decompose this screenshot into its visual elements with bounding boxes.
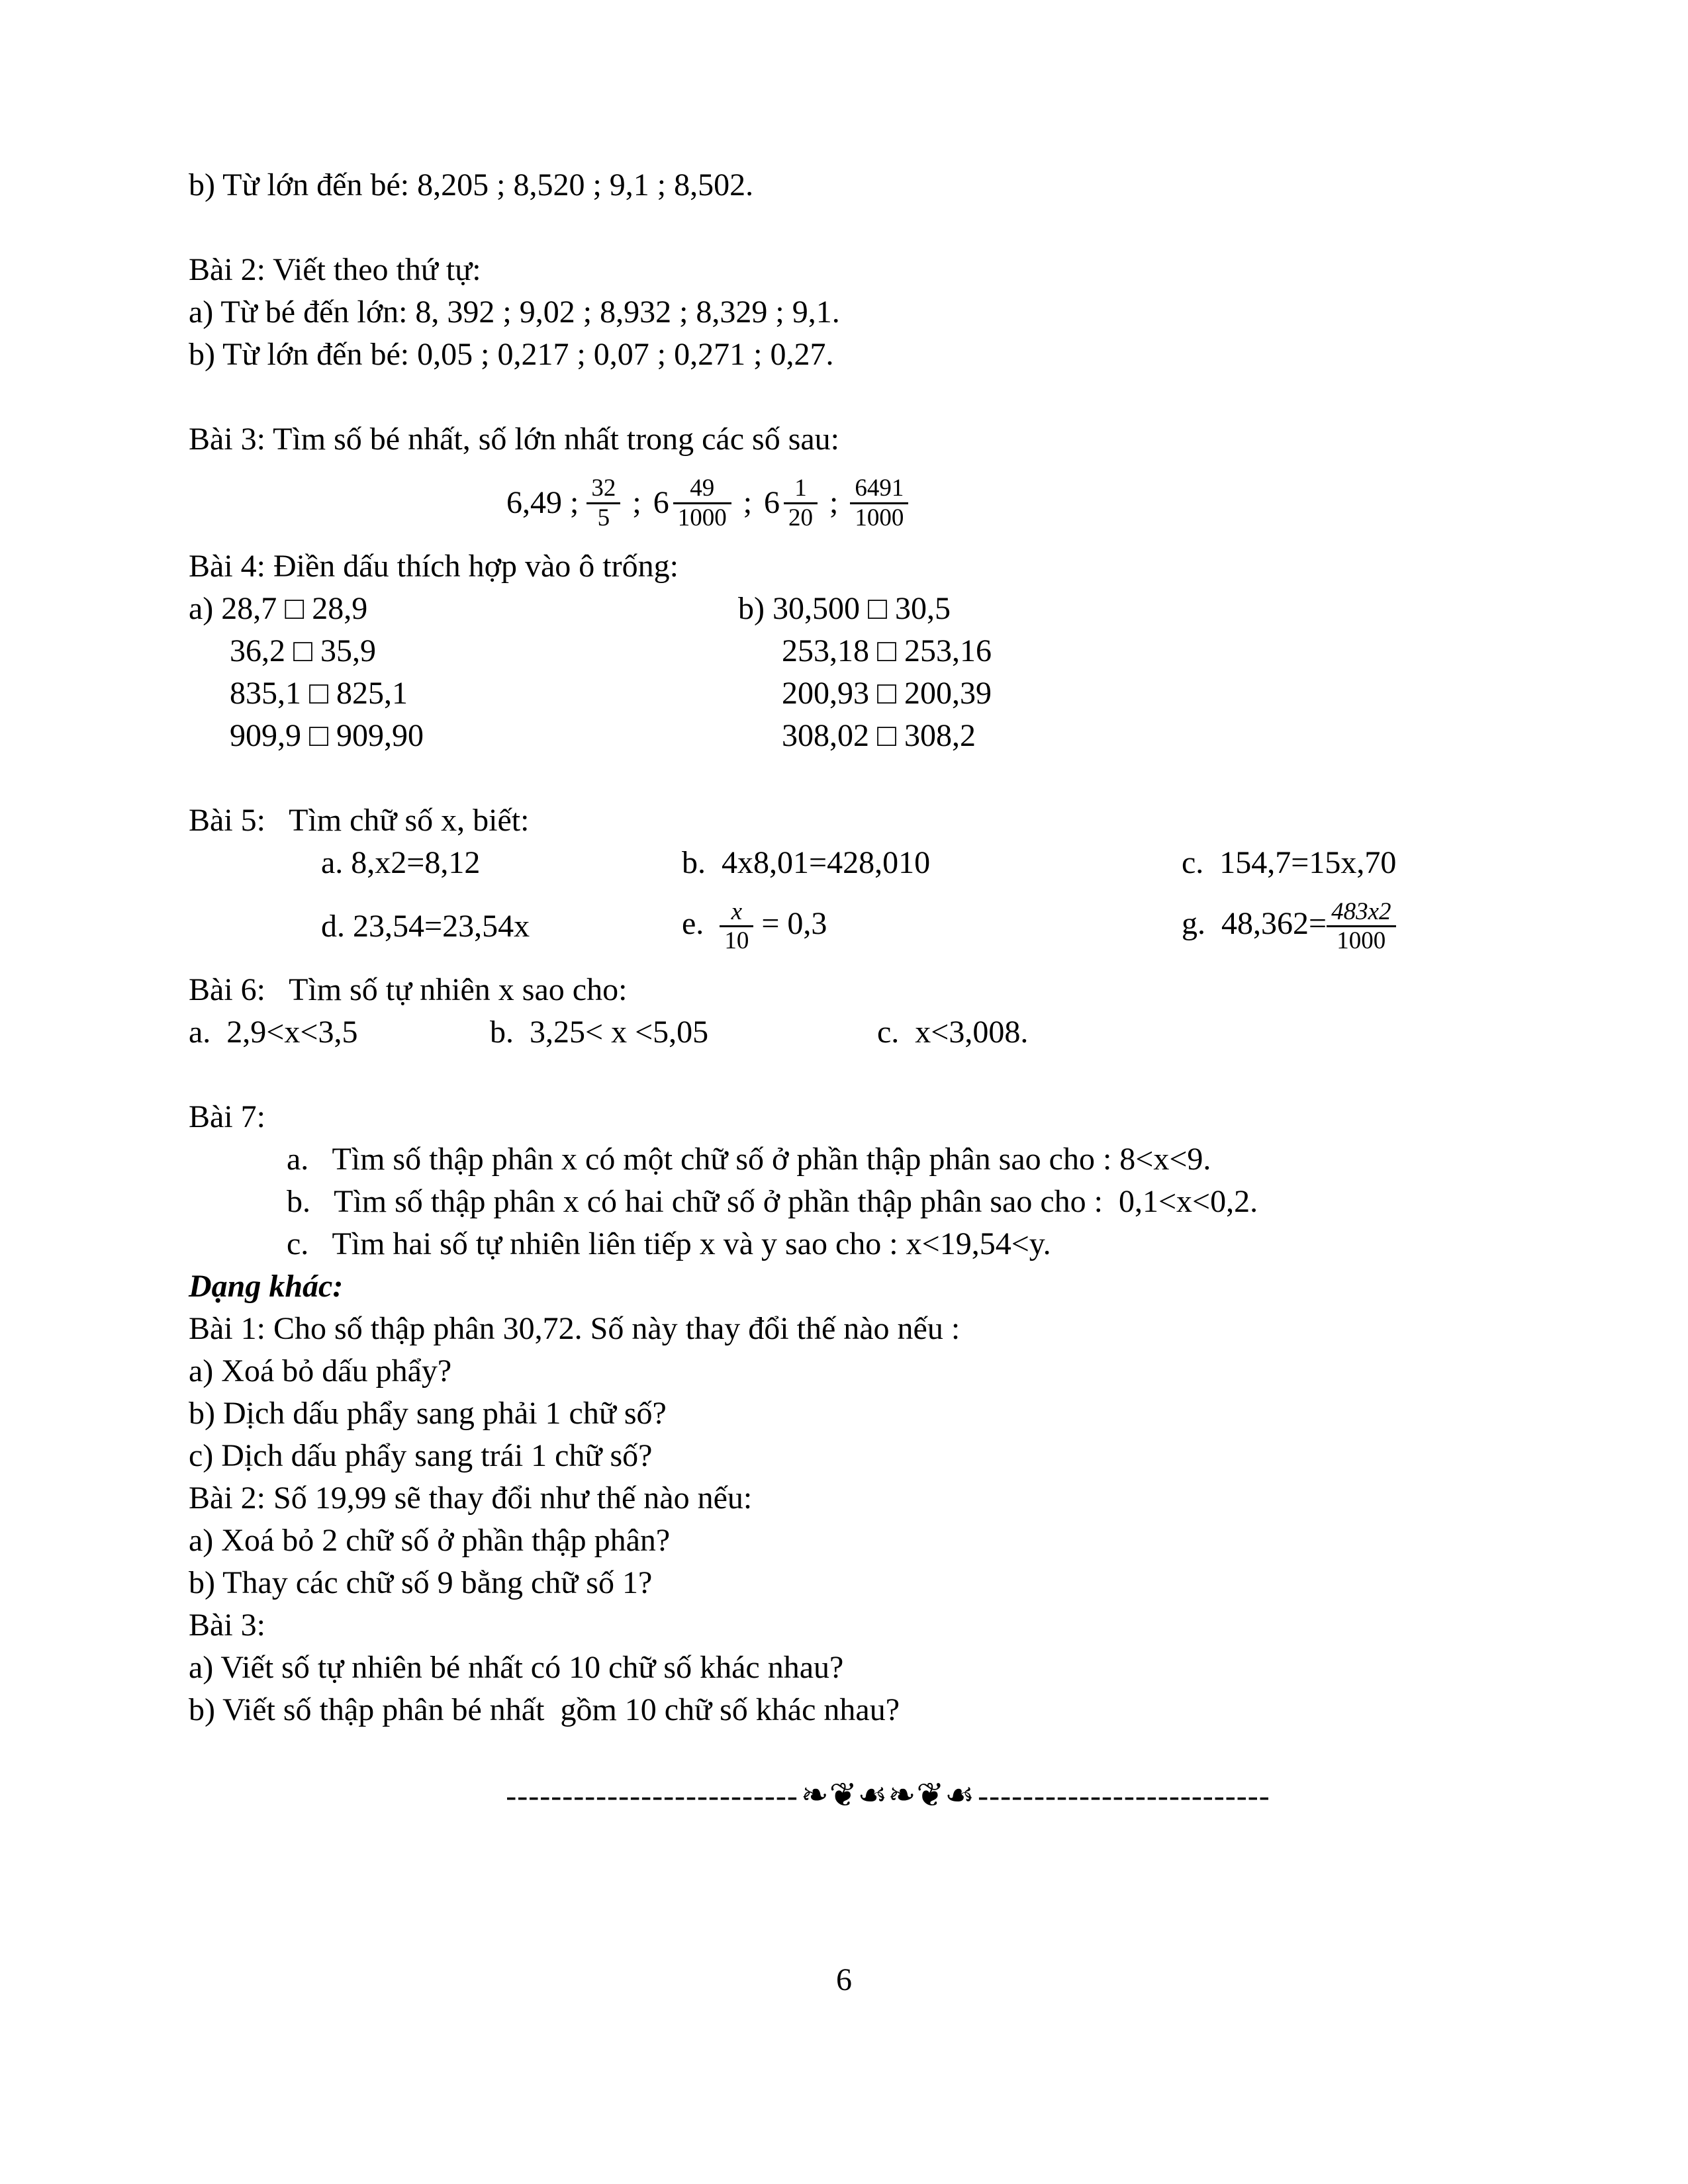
separator: ; <box>743 485 753 520</box>
dk-bai2-item-b: b) Thay các chữ số 9 bằng chữ số 1? <box>189 1565 653 1600</box>
fraction-numerator: 483x2 <box>1327 898 1395 927</box>
bai2-item-a: a) Từ bé đến lớn: 8, 392 ; 9,02 ; 8,932 ; 8,329 ; 9,1. <box>189 295 840 330</box>
bai4-row <box>189 588 1536 630</box>
bai5-row-1 <box>189 842 1536 884</box>
bai5-row-2 <box>189 884 1536 969</box>
divider-dashes-right: -------------------------- <box>978 1778 1270 1813</box>
bai4-cell-left: 835,1 □ 825,1 <box>230 676 408 711</box>
ornament-flourish-icon: ❧❦☙❧❦☙ <box>800 1776 976 1813</box>
fraction <box>850 475 908 531</box>
blank-line <box>189 757 1536 799</box>
dk-bai2-item-a: a) Xoá bỏ 2 chữ số ở phần thập phân? <box>189 1523 671 1558</box>
bai4-cell-left: 36,2 □ 35,9 <box>230 633 376 668</box>
fraction-numerator: 32 <box>586 475 620 504</box>
divider-dashes-left: -------------------------- <box>506 1778 798 1813</box>
section-divider <box>189 1731 1536 1860</box>
bai6-title: Bài 6: Tìm số tự nhiên x sao cho: <box>189 972 628 1007</box>
bai6-item-c: c. x<3,008. <box>877 1015 1029 1050</box>
fraction-numerator: 49 <box>673 475 731 504</box>
section-heading-dang-khac: Dạng khác: <box>189 1269 344 1304</box>
bai5-item-a: a. 8,x2=8,12 <box>321 845 481 880</box>
mixed-number <box>764 475 818 531</box>
fraction <box>784 475 818 531</box>
bai2-title: Bài 2: Viết theo thứ tự: <box>189 252 481 287</box>
mixed-number <box>653 475 731 531</box>
fraction <box>1327 898 1395 955</box>
bai3-expression <box>189 461 1536 545</box>
blank-line <box>189 1054 1536 1096</box>
dk-bai1-title: Bài 1: Cho số thập phân 30,72. Số này thay đổi thế nào nếu : <box>189 1311 961 1346</box>
item-e-equals: = 0,3 <box>753 906 827 942</box>
dk-bai3-item-b: b) Viết số thập phân bé nhất gồm 10 chữ số khác nhau? <box>189 1692 900 1727</box>
worksheet-content <box>189 164 1536 1860</box>
bai7-item-a: a. Tìm số thập phân x có một chữ số ở phần thập phân sao cho : 8<x<9. <box>287 1142 1211 1177</box>
fraction-denominator: 10 <box>724 927 749 955</box>
fraction-denominator: 5 <box>597 504 610 531</box>
whole-part: 6 <box>653 485 669 520</box>
bai4-cell-right: 200,93 □ 200,39 <box>782 676 992 711</box>
bai5-item-e <box>682 898 827 955</box>
bai4-row <box>189 672 1536 715</box>
fraction-denominator: 1000 <box>1336 927 1386 955</box>
bai7-title: Bài 7: <box>189 1099 265 1134</box>
page-number: 6 <box>836 1962 852 1997</box>
bai4-cell-right: 253,18 □ 253,16 <box>782 633 992 668</box>
bai4-cell-left: 909,9 □ 909,90 <box>230 718 424 753</box>
bai4-row <box>189 715 1536 757</box>
fraction-numerator: 1 <box>784 475 818 504</box>
blank-line <box>189 206 1536 249</box>
fraction-denominator: 1000 <box>677 504 727 531</box>
bai5-item-b: b. 4x8,01=428,010 <box>682 845 931 880</box>
bai5-title: Bài 5: Tìm chữ số x, biết: <box>189 803 530 838</box>
bai4-cell-left: a) 28,7 □ 28,9 <box>189 591 368 626</box>
bai5-item-d: d. 23,54=23,54x <box>321 909 530 944</box>
bai5-item-c: c. 154,7=15x,70 <box>1182 845 1397 880</box>
bai6-item-a: a. 2,9<x<3,5 <box>189 1015 358 1050</box>
fraction-numerator: 6491 <box>850 475 908 504</box>
separator: ; <box>632 485 641 520</box>
dk-bai3-item-a: a) Viết số tự nhiên bé nhất có 10 chữ số khác nhau? <box>189 1650 844 1685</box>
intro-line-b: b) Từ lớn đến bé: 8,205 ; 8,520 ; 9,1 ; 8,502. <box>189 167 754 203</box>
bai4-cell-right: 308,02 □ 308,2 <box>782 718 976 753</box>
fraction <box>586 475 620 531</box>
expr-first-number: 6,49 ; <box>506 485 587 520</box>
bai6-row <box>189 1011 1536 1054</box>
fraction <box>673 475 731 531</box>
dk-bai1-item-a: a) Xoá bỏ dấu phẩy? <box>189 1353 452 1388</box>
fraction <box>720 898 753 955</box>
dk-bai2-title: Bài 2: Số 19,99 sẽ thay đổi như thế nào nếu: <box>189 1480 753 1516</box>
dk-bai1-item-c: c) Dịch dấu phẩy sang trái 1 chữ số? <box>189 1438 653 1473</box>
bai2-item-b: b) Từ lớn đến bé: 0,05 ; 0,217 ; 0,07 ; 0,271 ; 0,27. <box>189 337 834 372</box>
bai6-item-b: b. 3,25< x <5,05 <box>490 1015 709 1050</box>
whole-part: 6 <box>764 485 780 520</box>
bai7-item-b: b. Tìm số thập phân x có hai chữ số ở phần thập phân sao cho : 0,1<x<0,2. <box>287 1184 1258 1219</box>
separator: ; <box>829 485 839 520</box>
bai5-item-g <box>1182 898 1396 955</box>
bai3-title: Bài 3: Tìm số bé nhất, số lớn nhất trong các số sau: <box>189 422 840 457</box>
fraction-numerator: x <box>720 898 753 927</box>
item-g-label: g. 48,362= <box>1182 906 1327 942</box>
dk-bai1-item-b: b) Dịch dấu phẩy sang phải 1 chữ số? <box>189 1396 667 1431</box>
bai4-row <box>189 630 1536 672</box>
fraction-denominator: 1000 <box>855 504 904 531</box>
bai7-item-c: c. Tìm hai số tự nhiên liên tiếp x và y sao cho : x<19,54<y. <box>287 1226 1051 1261</box>
dk-bai3-title: Bài 3: <box>189 1608 265 1643</box>
blank-line <box>189 376 1536 418</box>
item-e-label: e. <box>682 906 720 942</box>
bai4-title: Bài 4: Điền dấu thích hợp vào ô trống: <box>189 549 679 584</box>
fraction-denominator: 20 <box>788 504 814 531</box>
bai4-cell-right: b) 30,500 □ 30,5 <box>738 591 951 626</box>
